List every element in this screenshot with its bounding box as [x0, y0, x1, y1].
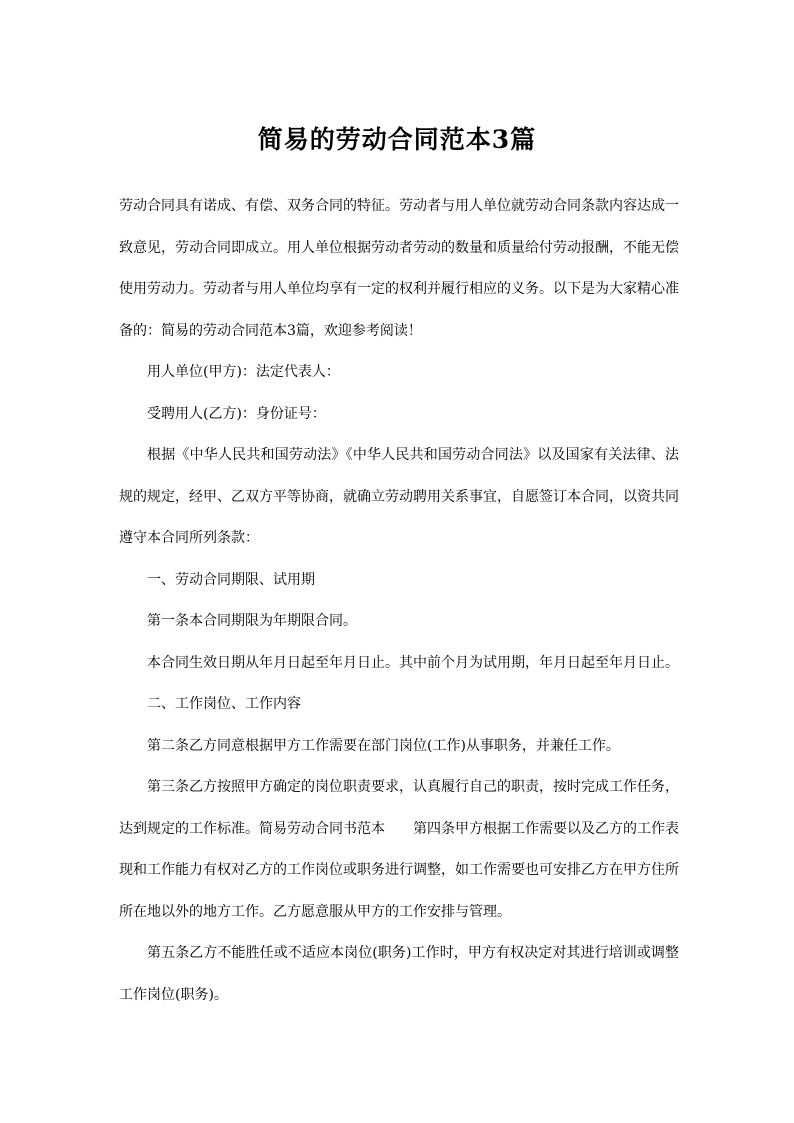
paragraph-article-5: 第五条乙方不能胜任或不适应本岗位(职务)工作时，甲方有权决定对其进行培训或调整工作岗位(职务)。	[119, 945, 679, 1003]
document-body	[119, 186, 679, 1016]
paragraph-article-3-4: 第三条乙方按照甲方确定的岗位职责要求，认真履行自己的职责，按时完成工作任务，达到规定的工作标准。简易劳动合同书范本 第四条甲方根据工作需要以及乙方的工作表现和工作能力有权对乙方的工作岗位或职务进行调整，如工作需要也可安排乙方在甲方住所所在地以外的地方工作。乙方愿意服从甲方的工作安排与管理。	[119, 779, 679, 920]
paragraph-article-1: 第一条本合同期限为年期限合同。	[147, 613, 357, 629]
paragraph-party-a: 用人单位(甲方)：法定代表人：	[147, 364, 340, 380]
section-heading-term: 一、劳动合同期限、试用期	[147, 571, 315, 588]
paragraph-effective-date: 本合同生效日期从年月日起至年月日止。其中前个月为试用期，年月日起至年月日止。	[147, 654, 679, 671]
paragraph-article-2: 第二条乙方同意根据甲方工作需要在部门岗位(工作)从事职务，并兼任工作。	[147, 737, 620, 754]
document-title: 简易的劳动合同范本3篇	[257, 125, 537, 154]
paragraph-intro: 劳动合同具有诺成、有偿、双务合同的特征。劳动者与用人单位就劳动合同条款内容达成一致意见，劳动合同即成立。用人单位根据劳动者劳动的数量和质量给付劳动报酬，不能无偿使用劳动力。劳动者与用人单位均享有一定的权利并履行相应的义务。以下是为大家精心准备的：简易的劳动合同范本3篇，欢迎参考阅读！	[119, 198, 679, 339]
section-heading-position: 二、工作岗位、工作内容	[147, 696, 301, 712]
paragraph-party-b: 受聘用人(乙方)：身份证号：	[147, 405, 326, 422]
paragraph-legal-basis: 根据《中华人民共和国劳动法》《中华人民共和国劳动合同法》以及国家有关法律、法规的规定，经甲、乙双方平等协商，就确立劳动聘用关系事宜，自愿签订本合同，以资共同遵守本合同所列条款：	[119, 447, 679, 546]
